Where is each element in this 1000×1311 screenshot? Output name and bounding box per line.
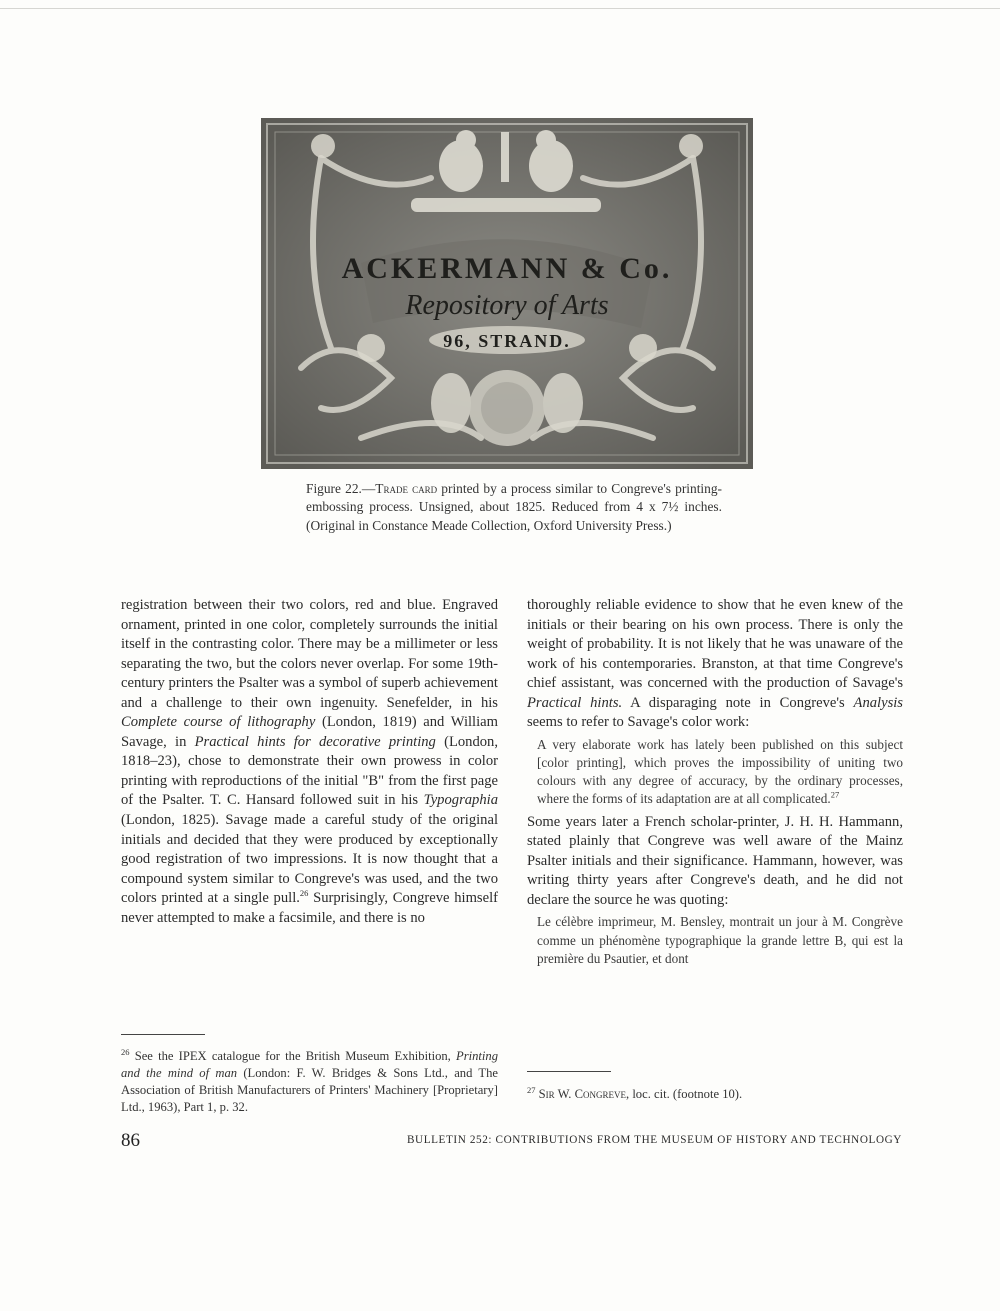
left-column bbox=[121, 596, 498, 928]
text-run: registration between their two colors, red and blue. Engraved ornament, printed in one color, completely surrounds the initial itself in the contrasting color. There may be a millimeter or less separating the two, but the colors never overlap. For some 19th-century printers the Psalter was a symbol of superb achievement and a challenge to their own ingenuity. Senefelder, in his bbox=[121, 597, 498, 711]
footnote-26 bbox=[121, 1048, 498, 1116]
caption-smallcaps: Trade card bbox=[375, 481, 438, 496]
footnote-number: 27 bbox=[527, 1084, 536, 1095]
footnote-27 bbox=[527, 1086, 903, 1103]
trade-card-address: 96, STRAND. bbox=[443, 331, 571, 351]
caption-text: printed by a process similar to Congreve's printing-embossing process. Unsigned, about 1825. Reduced from 4 x 7½ inches. (Original in Constance Meade Collection, Oxford University Press.) bbox=[306, 481, 723, 533]
right-paragraph-1 bbox=[527, 596, 903, 733]
footnote-rule-left bbox=[121, 1034, 205, 1035]
text-run: A disparaging note in Congreve's bbox=[622, 694, 854, 711]
footnote-number: 26 bbox=[121, 1046, 130, 1057]
trade-card-figure bbox=[261, 118, 753, 469]
text-run: (London, 1825). Savage made a careful study of the original initials and decided that they were produced by exceptionally good registration of two impressions. It is now thought that a compound system similar to Congreve's was used, and the two colors printed at a single pull. bbox=[121, 812, 498, 907]
text-run: seems to refer to Savage's color work: bbox=[527, 714, 750, 731]
top-edge-rule bbox=[0, 8, 1000, 9]
trade-card-subtitle: Repository of Arts bbox=[405, 290, 609, 321]
italic-title: Complete course of lithography bbox=[121, 714, 316, 731]
italic-title: Typographia bbox=[423, 792, 498, 809]
running-footer: BULLETIN 252: CONTRIBUTIONS FROM THE MUSEUM OF HISTORY AND TECHNOLOGY bbox=[406, 1134, 902, 1146]
footnote-rule-right bbox=[527, 1071, 611, 1072]
text-run: See the IPEX catalogue for the British Museum Exhibition, bbox=[129, 1049, 457, 1063]
italic-title: Practical hints. bbox=[527, 694, 623, 711]
trade-card-title: ACKERMANN & Co. bbox=[341, 252, 673, 285]
italic-title: Printing and the mind of man bbox=[121, 1049, 498, 1080]
text-run: , loc. cit. (footnote 10). bbox=[626, 1087, 743, 1101]
right-column bbox=[527, 596, 903, 972]
block-quote-french: Le célèbre imprimeur, M. Bensley, montrait un jour à M. Congrève comme un phénomène typographique la grande lettre B, qui est la première du Psautier, et dont bbox=[537, 914, 903, 966]
text-run: (London, 1819) and William Savage, in bbox=[121, 714, 498, 750]
author-name: Sir W. Congreve bbox=[538, 1087, 627, 1101]
page-number: 86 bbox=[121, 1130, 140, 1151]
right-paragraph-2: Some years later a French scholar-printer, J. H. H. Hammann, stated plainly that Congreve was well aware of the Mainz Psalter initials and their significance. Hammann, however, was writing thirty years after Congreve's death, and he did not declare the source he was quoting: bbox=[527, 813, 903, 908]
italic-title: Practical hints for decorative printing bbox=[194, 733, 436, 750]
footnote-ref: 26 bbox=[299, 888, 309, 899]
italic-title: Analysis bbox=[853, 694, 903, 711]
block-quote-english bbox=[527, 736, 903, 809]
left-paragraph bbox=[121, 596, 498, 928]
caption-label: Figure 22.— bbox=[306, 481, 376, 496]
text-run: Surprisingly, Congreve himself never attempted to make a facsimile, and there is no bbox=[121, 890, 498, 926]
figure-caption bbox=[306, 480, 722, 535]
text-run: thoroughly reliable evidence to show that he even knew of the initials or their bearing on his own process. There is only the weight of probability. It is not likely that he was unaware of the work of his contemporaries. Branston, at that time Congreve's chief assistant, was concerned with the production of Savage's bbox=[527, 597, 903, 692]
trade-card-engraving bbox=[261, 118, 753, 469]
text-run: (London, 1818–23), chose to demonstrate their own prowess in color printing with reproductions of the initial "B" from the first page of the Psalter. T. C. Hansard followed suit in his bbox=[121, 733, 498, 809]
text-run: (London: F. W. Bridges & Sons Ltd., and The Association of British Manufacturers of Printers' Machinery [Proprietary] Ltd., 1963), Part 1, p. 32. bbox=[121, 1066, 499, 1114]
footnote-ref: 27 bbox=[830, 790, 840, 801]
quote-text: A very elaborate work has lately been published on this subject [color printing], which proves the impossibility of uniting two colours with any degree of accuracy, by the ordinary processes, where the forms of its adaptation are at all complicated. bbox=[537, 736, 903, 807]
